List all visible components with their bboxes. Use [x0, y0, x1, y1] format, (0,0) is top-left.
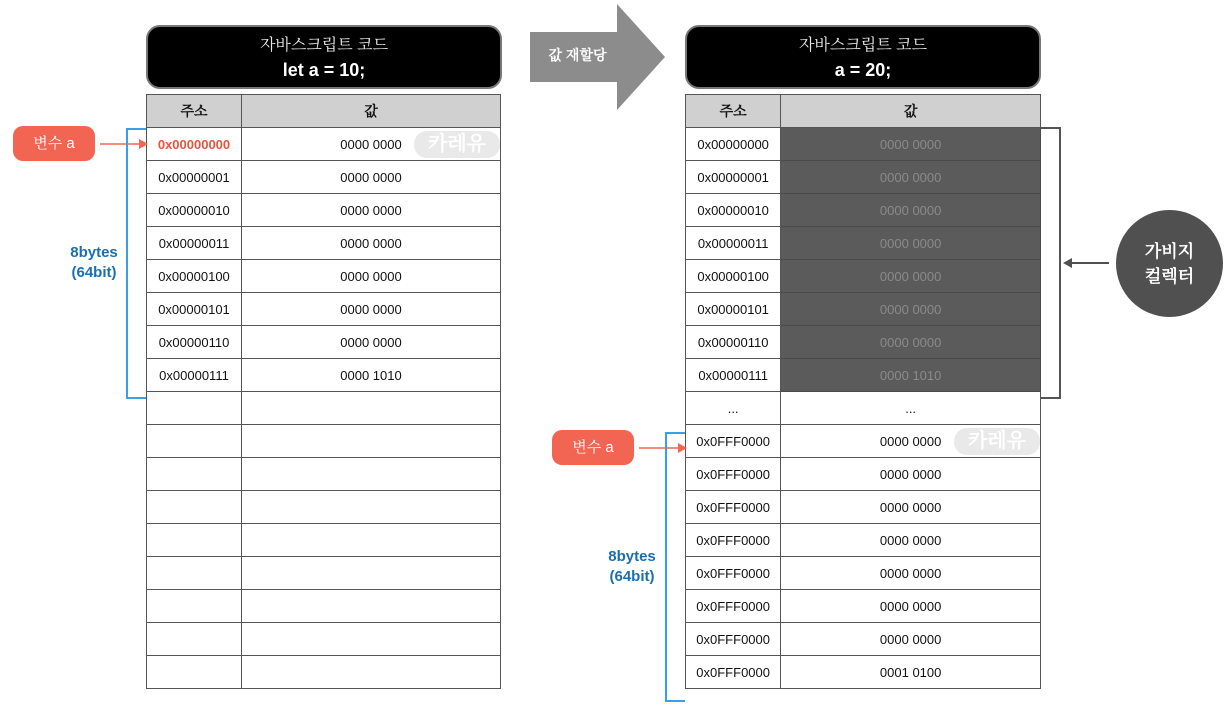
value-cell: 0000 0000: [242, 227, 501, 260]
table-row: [686, 491, 1041, 524]
address-cell: 0x00000001: [147, 161, 242, 194]
table-row: [147, 227, 501, 260]
table-row: [147, 194, 501, 227]
value-text: 0000 0000: [340, 136, 402, 152]
empty-cell: [242, 392, 501, 425]
garbage-collector-badge: [1116, 210, 1223, 317]
address-cell: 0x0FFF0000: [686, 656, 781, 689]
empty-row: [147, 656, 501, 689]
left-size-label: [58, 243, 130, 283]
size-label-line2: (64bit): [609, 568, 655, 585]
reassign-label: 값 재할당: [548, 47, 607, 63]
watermark: 카레유: [414, 131, 500, 158]
right-variable-label: 변수 a: [552, 430, 634, 465]
address-cell: 0x00000000: [147, 128, 242, 161]
right-code-title: 자바스크립트 코드: [798, 37, 928, 54]
right-size-label: [596, 547, 668, 587]
value-header: 값: [781, 95, 1041, 128]
value-cell: 0000 0000: [242, 260, 501, 293]
address-cell: 0x00000100: [147, 260, 242, 293]
empty-cell: [242, 656, 501, 689]
address-cell: 0x00000100: [686, 260, 781, 293]
address-cell: 0x00000111: [147, 359, 242, 392]
value-cell: [781, 425, 1041, 458]
address-cell: 0x00000110: [147, 326, 242, 359]
right-size-bracket: [665, 432, 685, 702]
table-row: [686, 557, 1041, 590]
garbage-row: [686, 194, 1041, 227]
table-row: [686, 458, 1041, 491]
empty-cell: [147, 425, 242, 458]
value-cell: [242, 128, 501, 161]
table-row: [686, 656, 1041, 689]
empty-cell: [242, 425, 501, 458]
address-cell: 0x0FFF0000: [686, 458, 781, 491]
address-cell: 0x00000101: [147, 293, 242, 326]
table-row: [686, 590, 1041, 623]
empty-cell: [147, 590, 242, 623]
value-cell: 0000 0000: [781, 623, 1041, 656]
empty-row: [147, 392, 501, 425]
address-cell: 0x0FFF0000: [686, 425, 781, 458]
garbage-value-cell: 0000 0000: [781, 227, 1041, 260]
empty-cell: [147, 557, 242, 590]
value-cell: 0000 0000: [781, 557, 1041, 590]
address-header: 주소: [147, 95, 242, 128]
empty-cell: [242, 524, 501, 557]
empty-row: [147, 425, 501, 458]
address-cell: 0x00000010: [686, 194, 781, 227]
value-cell: 0001 0100: [781, 656, 1041, 689]
garbage-bracket: [1041, 127, 1061, 399]
address-cell: 0x00000011: [686, 227, 781, 260]
empty-cell: [242, 491, 501, 524]
empty-row: [147, 623, 501, 656]
address-cell: 0x00000101: [686, 293, 781, 326]
empty-cell: [147, 656, 242, 689]
table-row: [686, 425, 1041, 458]
address-cell: 0x0FFF0000: [686, 524, 781, 557]
empty-cell: [242, 557, 501, 590]
empty-row: [147, 458, 501, 491]
ellipsis-row: [686, 392, 1041, 425]
address-cell: 0x00000010: [147, 194, 242, 227]
table-header: [147, 95, 501, 128]
garbage-value-cell: 0000 0000: [781, 326, 1041, 359]
garbage-row: [686, 293, 1041, 326]
value-cell: 0000 0000: [781, 491, 1041, 524]
value-cell: 0000 0000: [242, 326, 501, 359]
table-row: [147, 293, 501, 326]
garbage-row: [686, 359, 1041, 392]
garbage-value-cell: 0000 0000: [781, 260, 1041, 293]
value-cell: 0000 1010: [242, 359, 501, 392]
garbage-value-cell: 0000 1010: [781, 359, 1041, 392]
size-label-line1: 8bytes: [608, 548, 656, 565]
address-cell: 0x0FFF0000: [686, 557, 781, 590]
table-row: [686, 623, 1041, 656]
watermark: 카레유: [954, 428, 1040, 455]
empty-cell: [147, 623, 242, 656]
ellipsis-cell: ...: [686, 392, 781, 425]
value-cell: 0000 0000: [242, 293, 501, 326]
table-row: [147, 161, 501, 194]
right-code-line: a = 20;: [834, 60, 892, 80]
value-header: 값: [242, 95, 501, 128]
ellipsis-cell: ...: [781, 392, 1041, 425]
right-code-box: [685, 25, 1041, 89]
garbage-value-cell: 0000 0000: [781, 194, 1041, 227]
address-cell: 0x00000000: [686, 128, 781, 161]
empty-cell: [242, 458, 501, 491]
table-row: [147, 128, 501, 161]
address-cell: 0x00000110: [686, 326, 781, 359]
address-cell: 0x00000011: [147, 227, 242, 260]
table-header: [686, 95, 1041, 128]
left-code-title: 자바스크립트 코드: [259, 37, 389, 54]
empty-cell: [147, 524, 242, 557]
empty-cell: [242, 623, 501, 656]
value-cell: 0000 0000: [242, 194, 501, 227]
right-memory-table: [685, 94, 1041, 689]
table-row: [686, 524, 1041, 557]
address-cell: 0x0FFF0000: [686, 590, 781, 623]
garbage-row: [686, 161, 1041, 194]
empty-row: [147, 557, 501, 590]
gc-label-line1: 가비지: [1144, 241, 1195, 261]
garbage-row: [686, 326, 1041, 359]
empty-cell: [147, 458, 242, 491]
value-cell: 0000 0000: [781, 458, 1041, 491]
left-variable-label: 변수 a: [13, 126, 95, 161]
value-cell: 0000 0000: [242, 161, 501, 194]
left-code-box: [146, 25, 502, 89]
value-text: 0000 0000: [879, 433, 942, 449]
address-cell: 0x0FFF0000: [686, 623, 781, 656]
address-cell: 0x00000111: [686, 359, 781, 392]
left-code-line: let a = 10;: [282, 60, 366, 80]
garbage-row: [686, 128, 1041, 161]
empty-cell: [242, 590, 501, 623]
address-header: 주소: [686, 95, 781, 128]
garbage-row: [686, 260, 1041, 293]
garbage-row: [686, 227, 1041, 260]
size-label-line1: 8bytes: [70, 244, 118, 261]
empty-cell: [147, 491, 242, 524]
size-label-line2: (64bit): [71, 264, 117, 281]
garbage-value-cell: 0000 0000: [781, 161, 1041, 194]
collector-arrow: [1062, 255, 1112, 271]
empty-row: [147, 524, 501, 557]
table-row: [147, 260, 501, 293]
gc-label-line2: 컬렉터: [1144, 266, 1195, 286]
address-cell: 0x00000001: [686, 161, 781, 194]
empty-cell: [147, 392, 242, 425]
empty-row: [147, 491, 501, 524]
garbage-value-cell: 0000 0000: [781, 128, 1041, 161]
table-row: [147, 326, 501, 359]
value-cell: 0000 0000: [781, 524, 1041, 557]
table-row: [147, 359, 501, 392]
left-memory-table: [146, 94, 501, 689]
address-cell: 0x0FFF0000: [686, 491, 781, 524]
garbage-value-cell: 0000 0000: [781, 293, 1041, 326]
value-cell: 0000 0000: [781, 590, 1041, 623]
empty-row: [147, 590, 501, 623]
